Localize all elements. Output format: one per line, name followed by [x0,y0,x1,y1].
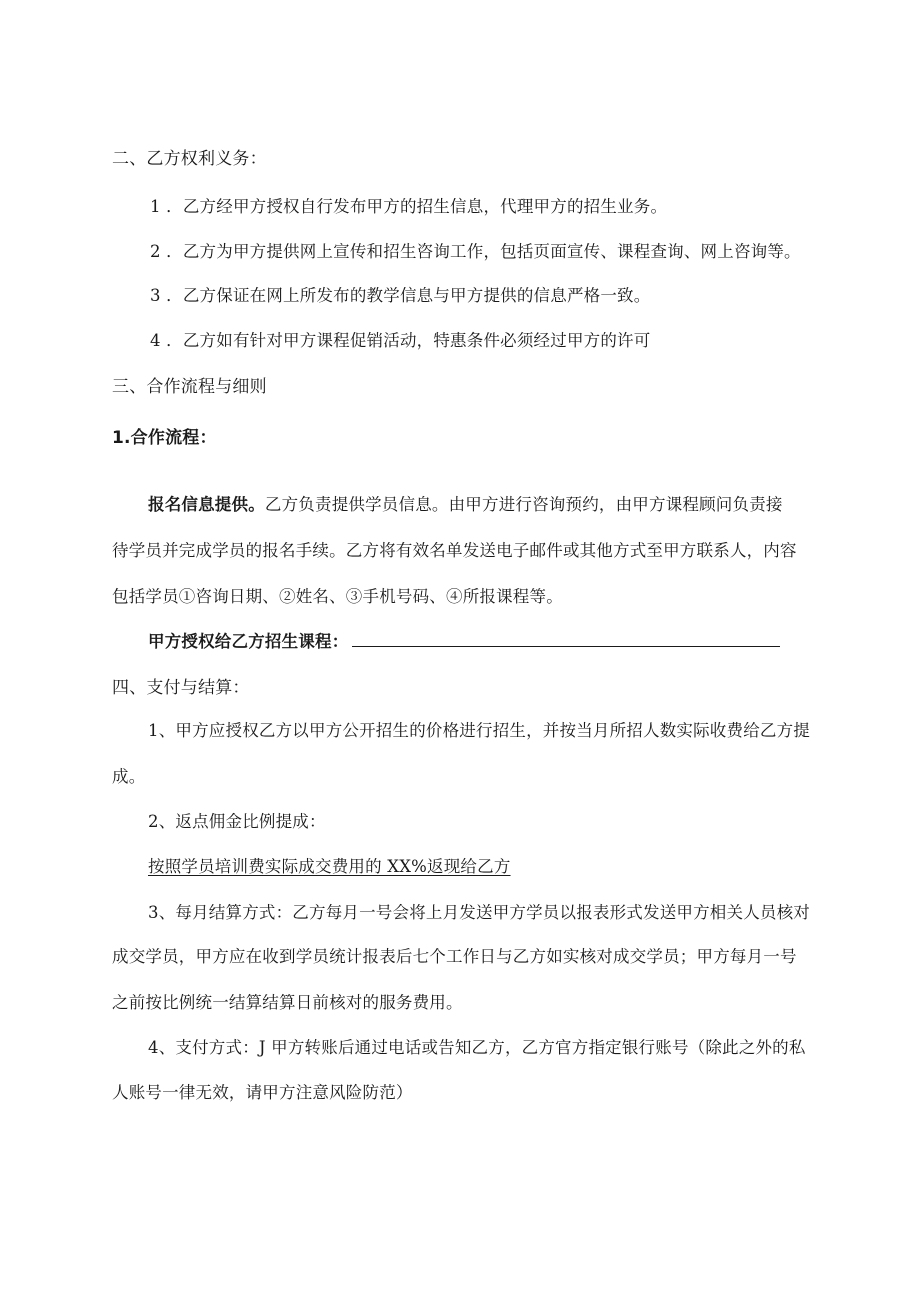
payment-item-1-line-2: 成。 [112,767,146,786]
payment-item-3-line-3: 之前按比例统一结算结算日前核对的服务费用。 [112,993,463,1012]
authorized-courses-row [148,630,780,653]
authorized-courses-label: 甲方授权给乙方招生课程： [148,632,349,651]
payment-item-1-line-1: 1、甲方应授权乙方以甲方公开招生的价格进行招生，并按当月所招人数实际收费给乙方提 [148,721,810,740]
section-4-title: 四、支付与结算： [112,678,250,698]
section-2-item-4: 4 ．乙方如有针对甲方课程促销活动，特惠条件必须经过甲方的许可 [150,331,651,350]
section-2-title: 二、乙方权利义务： [112,149,267,169]
section-2-item-1: 1 ．乙方经甲方授权自行发布甲方的招生信息，代理甲方的招生业务。 [150,197,668,216]
signup-paragraph-line-1 [148,494,783,516]
signup-paragraph-line-2: 待学员并完成学员的报名手续。乙方将有效名单发送电子邮件或其他方式至甲方联系人，内容 [112,541,797,560]
payment-item-2: 2、返点佣金比例提成： [148,812,326,831]
payment-item-3-line-1: 3、每月结算方式：乙方每月一号会将上月发送甲方学员以报表形式发送甲方相关人员核对 [148,903,810,922]
section-2-item-2: 2 ．乙方为甲方提供网上宣传和招生咨询工作，包括页面宣传、课程查询、网上咨询等。 [150,242,801,261]
section-2-item-3: 3 ．乙方保证在网上所发布的教学信息与甲方提供的信息严格一致。 [150,286,651,305]
payment-item-4-line-1: 4、支付方式：J 甲方转账后通过电话或告知乙方，乙方官方指定银行账号（除此之外的私 [148,1038,806,1057]
payment-item-4-line-2: 人账号一律无效，请甲方注意风险防范） [112,1083,413,1102]
authorized-courses-blank[interactable] [352,630,780,647]
commission-detail: 按照学员培训费实际成交费用的 XX%返现给乙方 [148,857,511,876]
signup-text-1: 乙方负责提供学员信息。由甲方进行咨询预约，由甲方课程顾问负责接 [264,495,783,514]
cooperation-process-title: 1.合作流程： [112,428,217,448]
section-3-title: 三、合作流程与细则 [112,377,267,397]
payment-item-3-line-2: 成交学员，甲方应在收到学员统计报表后七个工作日与乙方如实核对成交学员；甲方每月一号 [112,947,797,966]
signup-bold-lead: 报名信息提供。 [148,495,265,514]
signup-paragraph-line-3: 包括学员①咨询日期、②姓名、③手机号码、④所报课程等。 [112,587,563,606]
